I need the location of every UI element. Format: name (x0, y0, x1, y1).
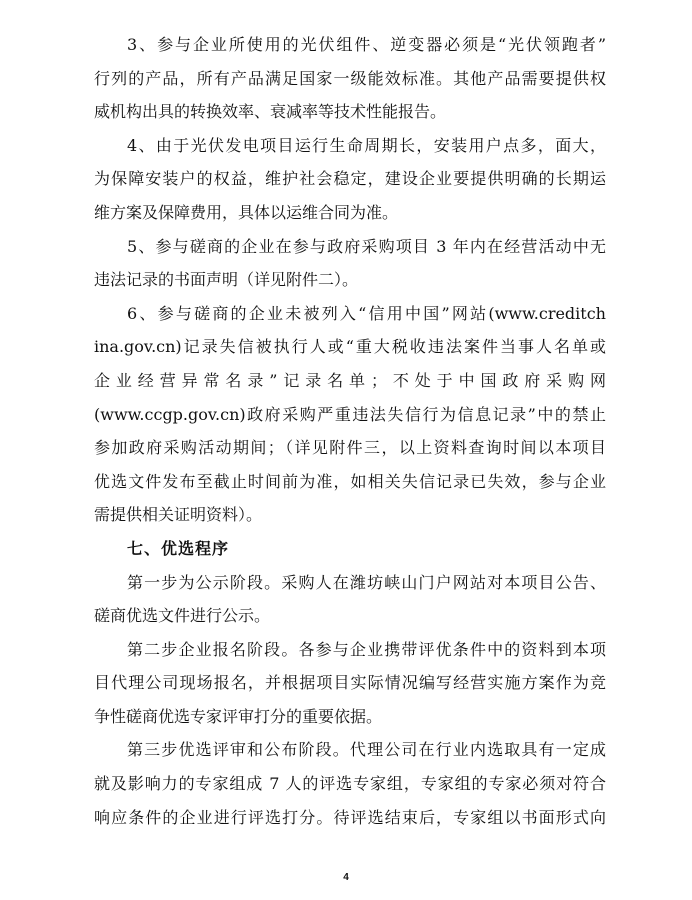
text-line: 目代理公司现场报名，并根据项目实际情况编写经营实施方案作为竞 (94, 673, 606, 693)
text-line: 违法记录的书面声明（详见附件二）。 (94, 270, 359, 290)
text-line: 为保障安装户的权益，维护社会稳定，建设企业要提供明确的长期运 (94, 169, 606, 189)
document-body (94, 28, 606, 834)
text-line: 5、参与磋商的企业在参与政府采购项目 3 年内在经营活动中无 (127, 236, 606, 256)
text-line: ina.gov.cn)记录失信被执行人或“重大税收违法案件当事人名单或 (94, 337, 606, 357)
text-line: 第一步为公示阶段。采购人在潍坊峡山门户网站对本项目公告、 (127, 572, 606, 592)
text-line: 磋商优选文件进行公示。 (94, 606, 271, 626)
section-heading: 七、优选程序 (127, 538, 230, 558)
text-line: 优选文件发布至截止时间前为准，如相关失信记录已失效，参与企业 (94, 471, 606, 491)
text-line: 第三步优选评审和公布阶段。代理公司在行业内选取具有一定成 (127, 740, 606, 760)
page-number: 4 (343, 872, 349, 883)
text-line: 需提供相关证明资料）。 (94, 505, 263, 525)
text-line: 第二步企业报名阶段。各参与企业携带评优条件中的资料到本项 (127, 639, 606, 659)
text-line: 维方案及保障费用，具体以运维合同为准。 (94, 202, 399, 222)
text-line: 威机构出具的转换效率、衰减率等技术性能报告。 (94, 102, 447, 122)
text-line: 争性磋商优选专家评审打分的重要依据。 (94, 706, 383, 726)
text-line: 就及影响力的专家组成 7 人的评选专家组，专家组的专家必须对符合 (94, 774, 606, 794)
text-line: 企业经营异常名录”记录名单；不处于中国政府采购网 (94, 370, 606, 390)
text-line: 参加政府采购活动期间；（详见附件三，以上资料查询时间以本项目 (94, 438, 606, 458)
text-line: 3、参与企业所使用的光伏组件、逆变器必须是“光伏领跑者” (127, 35, 606, 54)
text-line: 6、参与磋商的企业未被列入“信用中国”网站(www.creditch (127, 303, 606, 323)
text-line: (www.ccgp.gov.cn)政府采购严重违法失信行为信息记录”中的禁止 (94, 404, 606, 424)
text-line: 响应条件的企业进行评选打分。待评选结束后，专家组以书面形式向 (94, 807, 606, 827)
text-line: 4、由于光伏发电项目运行生命周期长，安装用户点多，面大， (127, 135, 606, 155)
text-line: 行列的产品，所有产品满足国家一级能效标准。其他产品需要提供权 (94, 68, 606, 88)
